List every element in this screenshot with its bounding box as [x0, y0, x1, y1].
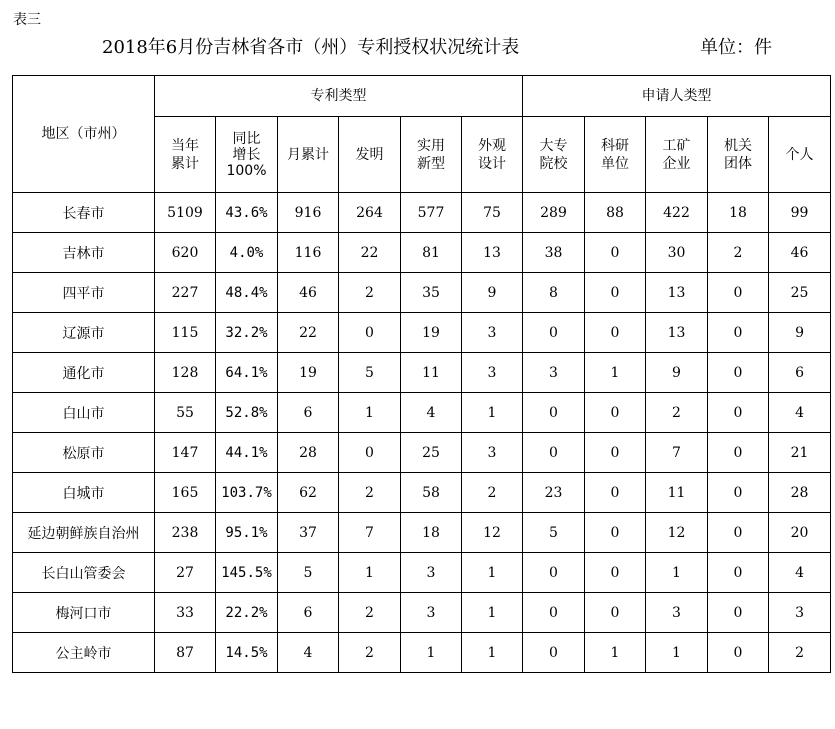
value-cell: 11	[646, 473, 708, 513]
value-cell: 8	[523, 273, 585, 313]
growth-cell: 4.0%	[216, 233, 278, 273]
value-cell: 1	[646, 633, 708, 673]
region-cell: 四平市	[13, 273, 155, 313]
value-cell: 1	[401, 633, 462, 673]
value-cell: 916	[278, 193, 339, 233]
value-cell: 2	[708, 233, 769, 273]
header-line: 发明	[355, 146, 384, 163]
value-cell: 81	[401, 233, 462, 273]
value-cell: 28	[769, 473, 831, 513]
value-cell: 13	[462, 233, 523, 273]
region-cell: 公主岭市	[13, 633, 155, 673]
growth-cell: 95.1%	[216, 513, 278, 553]
table-row	[13, 593, 831, 633]
value-cell: 5109	[155, 193, 216, 233]
header-line: 院校	[539, 155, 568, 172]
value-cell: 21	[769, 433, 831, 473]
value-cell: 4	[769, 553, 831, 593]
value-cell: 0	[708, 473, 769, 513]
value-cell: 0	[523, 553, 585, 593]
value-cell: 0	[708, 313, 769, 353]
value-cell: 3	[523, 353, 585, 393]
table-row	[13, 273, 831, 313]
value-cell: 6	[769, 353, 831, 393]
value-cell: 0	[585, 513, 646, 553]
header-line: 新型	[417, 155, 445, 172]
region-cell: 梅河口市	[13, 593, 155, 633]
value-cell: 3	[769, 593, 831, 633]
table-row	[13, 193, 831, 233]
value-cell: 4	[401, 393, 462, 433]
value-cell: 0	[585, 553, 646, 593]
value-cell: 0	[708, 273, 769, 313]
value-cell: 0	[585, 393, 646, 433]
region-cell: 延边朝鲜族自治州	[13, 513, 155, 553]
region-cell: 松原市	[13, 433, 155, 473]
value-cell: 35	[401, 273, 462, 313]
patent-statistics-table	[12, 75, 831, 673]
table-row	[13, 353, 831, 393]
header-line: 个人	[785, 146, 814, 163]
value-cell: 0	[523, 313, 585, 353]
header-col-design	[462, 117, 523, 193]
value-cell: 1	[462, 553, 523, 593]
value-cell: 38	[523, 233, 585, 273]
value-cell: 116	[278, 233, 339, 273]
value-cell: 37	[278, 513, 339, 553]
value-cell: 0	[708, 513, 769, 553]
header-col-invention	[339, 117, 401, 193]
header-line: 科研	[601, 137, 629, 154]
value-cell: 27	[155, 553, 216, 593]
value-cell: 0	[585, 233, 646, 273]
value-cell: 0	[585, 433, 646, 473]
value-cell: 18	[708, 193, 769, 233]
value-cell: 0	[339, 433, 401, 473]
value-cell: 0	[708, 633, 769, 673]
table-number-label: 表三	[13, 12, 41, 28]
value-cell: 9	[769, 313, 831, 353]
header-line: 同比	[232, 130, 261, 147]
value-cell: 147	[155, 433, 216, 473]
value-cell: 2	[339, 633, 401, 673]
growth-cell: 64.1%	[216, 353, 278, 393]
value-cell: 58	[401, 473, 462, 513]
region-cell: 长春市	[13, 193, 155, 233]
value-cell: 28	[278, 433, 339, 473]
growth-cell: 43.6%	[216, 193, 278, 233]
value-cell: 3	[462, 433, 523, 473]
value-cell: 3	[401, 553, 462, 593]
value-cell: 25	[769, 273, 831, 313]
value-cell: 0	[585, 593, 646, 633]
value-cell: 2	[339, 273, 401, 313]
value-cell: 33	[155, 593, 216, 633]
value-cell: 22	[278, 313, 339, 353]
header-col-research-institutes	[585, 117, 646, 193]
value-cell: 1	[462, 593, 523, 633]
value-cell: 0	[585, 313, 646, 353]
value-cell: 1	[339, 393, 401, 433]
region-cell: 通化市	[13, 353, 155, 393]
value-cell: 2	[462, 473, 523, 513]
growth-cell: 103.7%	[216, 473, 278, 513]
value-cell: 2	[339, 473, 401, 513]
value-cell: 1	[462, 633, 523, 673]
value-cell: 20	[769, 513, 831, 553]
header-col-yoy-growth	[216, 117, 278, 193]
value-cell: 620	[155, 233, 216, 273]
header-line: 外观	[478, 137, 506, 154]
value-cell: 0	[339, 313, 401, 353]
growth-cell: 48.4%	[216, 273, 278, 313]
value-cell: 422	[646, 193, 708, 233]
table-row	[13, 513, 831, 553]
value-cell: 9	[462, 273, 523, 313]
value-cell: 2	[646, 393, 708, 433]
header-line: 增长	[232, 146, 261, 163]
header-col-enterprises	[646, 117, 708, 193]
value-cell: 6	[278, 593, 339, 633]
value-cell: 19	[401, 313, 462, 353]
region-cell: 辽源市	[13, 313, 155, 353]
table-row	[13, 233, 831, 273]
value-cell: 30	[646, 233, 708, 273]
region-cell: 长白山管委会	[13, 553, 155, 593]
value-cell: 13	[646, 273, 708, 313]
value-cell: 2	[769, 633, 831, 673]
header-line: 单位	[601, 155, 629, 172]
header-region: 地区（市州）	[13, 76, 155, 193]
value-cell: 75	[462, 193, 523, 233]
value-cell: 99	[769, 193, 831, 233]
header-line: 大专	[539, 137, 568, 154]
value-cell: 0	[523, 633, 585, 673]
region-cell: 吉林市	[13, 233, 155, 273]
value-cell: 3	[646, 593, 708, 633]
value-cell: 88	[585, 193, 646, 233]
value-cell: 23	[523, 473, 585, 513]
growth-cell: 32.2%	[216, 313, 278, 353]
header-line: 实用	[417, 137, 445, 154]
value-cell: 19	[278, 353, 339, 393]
value-cell: 128	[155, 353, 216, 393]
header-line: 设计	[478, 155, 506, 172]
value-cell: 227	[155, 273, 216, 313]
value-cell: 46	[769, 233, 831, 273]
value-cell: 1	[585, 353, 646, 393]
value-cell: 1	[462, 393, 523, 433]
value-cell: 12	[646, 513, 708, 553]
header-line: 当年	[171, 137, 199, 154]
table-row	[13, 473, 831, 513]
unit-label: 单位：件	[700, 37, 772, 58]
growth-cell: 44.1%	[216, 433, 278, 473]
value-cell: 0	[708, 553, 769, 593]
header-col-monthly-total	[278, 117, 339, 193]
value-cell: 25	[401, 433, 462, 473]
header-col-agencies	[708, 117, 769, 193]
value-cell: 0	[708, 393, 769, 433]
value-cell: 2	[339, 593, 401, 633]
header-line: 机关	[724, 137, 752, 154]
value-cell: 165	[155, 473, 216, 513]
value-cell: 4	[769, 393, 831, 433]
value-cell: 1	[646, 553, 708, 593]
table-row	[13, 633, 831, 673]
table-row	[13, 553, 831, 593]
value-cell: 46	[278, 273, 339, 313]
table-row	[13, 313, 831, 353]
header-col-colleges	[523, 117, 585, 193]
header-col-utility-model	[401, 117, 462, 193]
value-cell: 0	[585, 473, 646, 513]
value-cell: 13	[646, 313, 708, 353]
header-line: 团体	[724, 155, 752, 172]
value-cell: 9	[646, 353, 708, 393]
header-line: 累计	[171, 155, 199, 172]
region-cell: 白城市	[13, 473, 155, 513]
value-cell: 62	[278, 473, 339, 513]
region-cell: 白山市	[13, 393, 155, 433]
value-cell: 577	[401, 193, 462, 233]
value-cell: 12	[462, 513, 523, 553]
header-col-yearly-total	[155, 117, 216, 193]
header-group-applicant-type: 申请人类型	[523, 76, 831, 117]
value-cell: 3	[462, 313, 523, 353]
value-cell: 0	[585, 273, 646, 313]
value-cell: 0	[708, 353, 769, 393]
value-cell: 3	[401, 593, 462, 633]
header-group-patent-type: 专利类型	[155, 76, 523, 117]
value-cell: 3	[462, 353, 523, 393]
header-col-individuals	[769, 117, 831, 193]
value-cell: 0	[523, 393, 585, 433]
value-cell: 0	[523, 593, 585, 633]
header-line: 月累计	[287, 146, 329, 163]
value-cell: 289	[523, 193, 585, 233]
value-cell: 238	[155, 513, 216, 553]
header-line: 100%	[226, 162, 267, 179]
growth-cell: 22.2%	[216, 593, 278, 633]
growth-cell: 14.5%	[216, 633, 278, 673]
table-title: 2018年6月份吉林省各市（州）专利授权状况统计表	[102, 37, 520, 58]
value-cell: 0	[708, 593, 769, 633]
value-cell: 0	[523, 433, 585, 473]
value-cell: 11	[401, 353, 462, 393]
growth-cell: 145.5%	[216, 553, 278, 593]
value-cell: 5	[278, 553, 339, 593]
value-cell: 5	[523, 513, 585, 553]
value-cell: 7	[646, 433, 708, 473]
header-line: 工矿	[662, 137, 691, 154]
value-cell: 264	[339, 193, 401, 233]
table-row	[13, 433, 831, 473]
value-cell: 0	[708, 433, 769, 473]
value-cell: 22	[339, 233, 401, 273]
value-cell: 1	[339, 553, 401, 593]
value-cell: 5	[339, 353, 401, 393]
value-cell: 115	[155, 313, 216, 353]
value-cell: 87	[155, 633, 216, 673]
value-cell: 18	[401, 513, 462, 553]
header-row-groups	[13, 76, 831, 117]
value-cell: 55	[155, 393, 216, 433]
growth-cell: 52.8%	[216, 393, 278, 433]
header-line: 企业	[662, 155, 691, 172]
value-cell: 7	[339, 513, 401, 553]
value-cell: 1	[585, 633, 646, 673]
value-cell: 6	[278, 393, 339, 433]
value-cell: 4	[278, 633, 339, 673]
table-row	[13, 393, 831, 433]
